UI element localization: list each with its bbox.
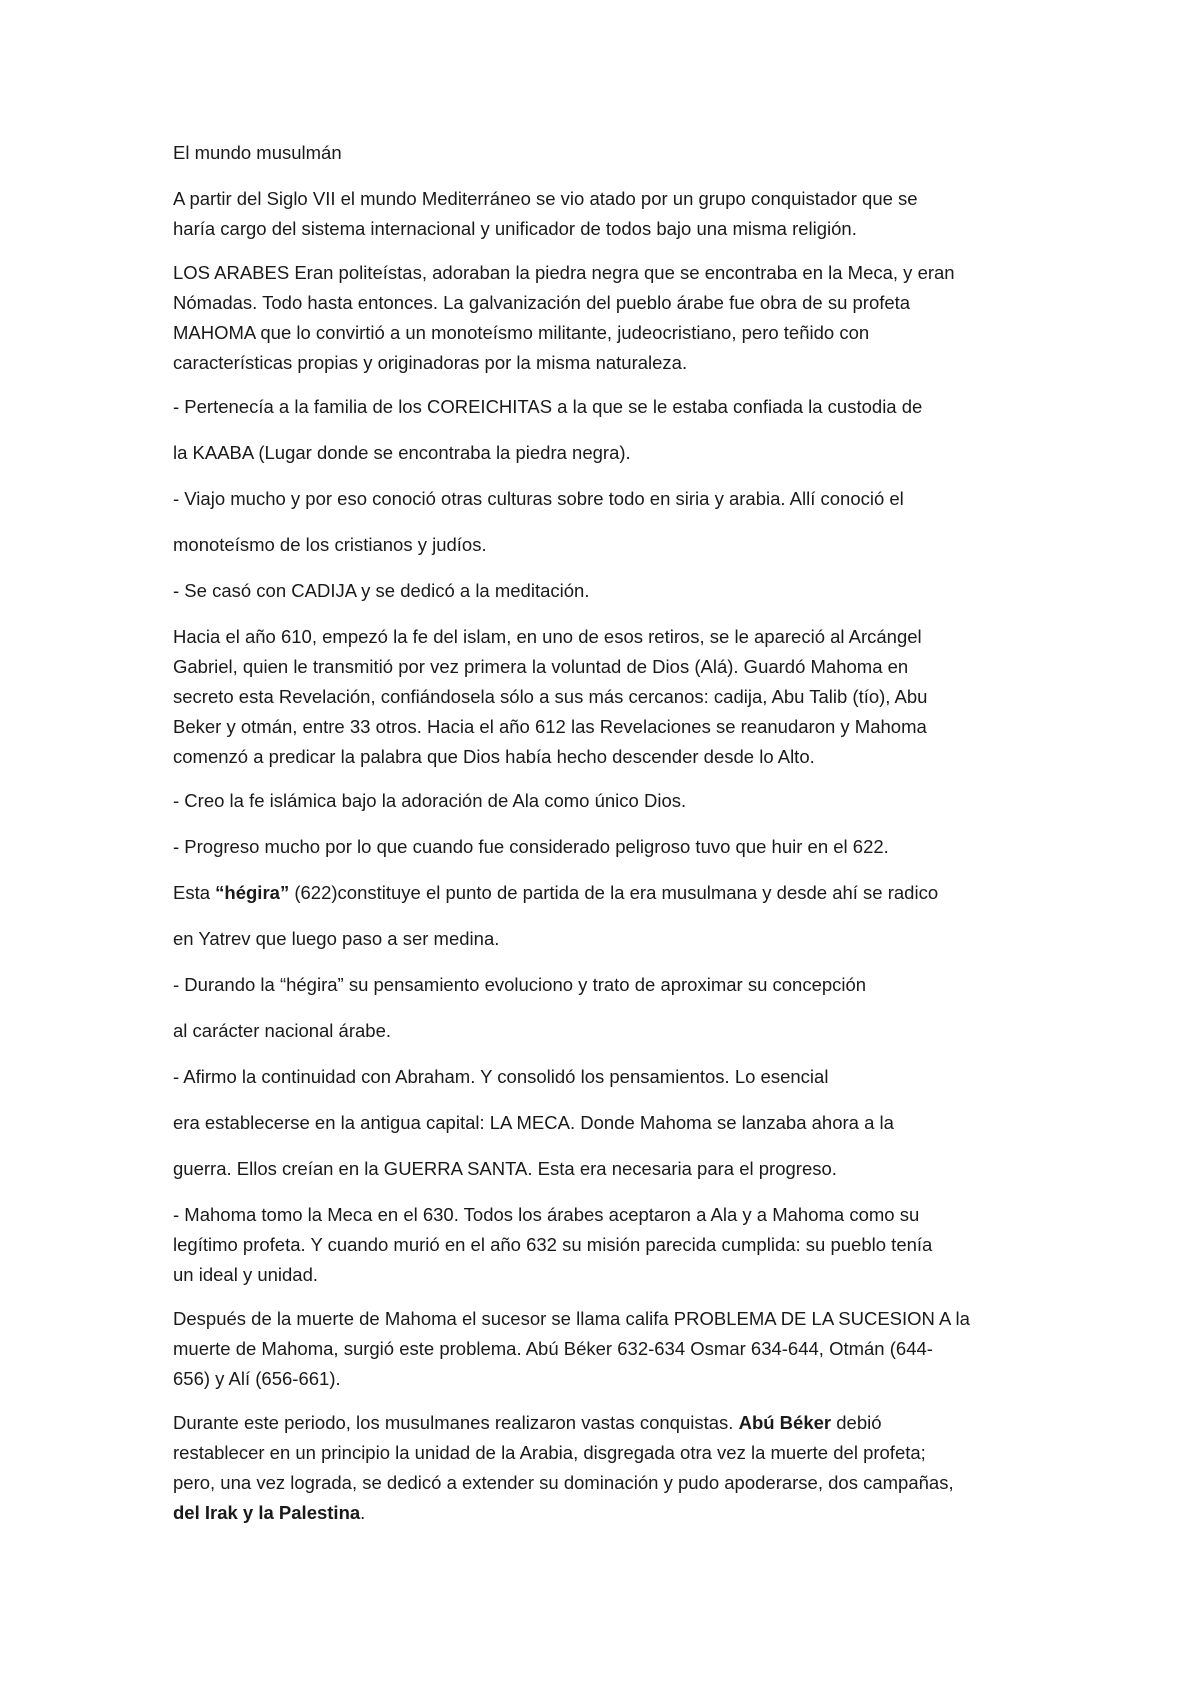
text-line: en Yatrev que luego paso a ser medina. bbox=[173, 928, 500, 949]
text-run: Esta bbox=[173, 882, 216, 903]
text-line: MAHOMA que lo convirtió a un monoteísmo militante, judeocristiano, pero teñido con bbox=[173, 322, 870, 343]
text-line: restablecer en un principio la unidad de la Arabia, disgregada otra vez la muerte del profeta; bbox=[173, 1442, 926, 1463]
text-line: - Pertenecía a la familia de los COREICHITAS a la que se le estaba confiada la custodia de bbox=[173, 396, 923, 417]
bold-text: del Irak y la Palestina bbox=[173, 1502, 361, 1523]
paragraph-los-arabes bbox=[173, 258, 1033, 378]
text-line bbox=[173, 1408, 1033, 1438]
text-line: Hacia el año 610, empezó la fe del islam, en uno de esos retiros, se le apareció al Arcángel bbox=[173, 626, 922, 647]
text-line: - Viajo mucho y por eso conoció otras culturas sobre todo en siria y arabia. Allí conoció el bbox=[173, 488, 904, 509]
text-line: pero, una vez lograda, se dedicó a extender su dominación y pudo apoderarse, dos campañas, bbox=[173, 1472, 954, 1493]
text-line: era establecerse en la antigua capital: LA MECA. Donde Mahoma se lanzaba ahora a la bbox=[173, 1112, 894, 1133]
text-line: Nómadas. Todo hasta entonces. La galvanización del pueblo árabe fue obra de su profeta bbox=[173, 292, 911, 313]
text-line bbox=[173, 1498, 1033, 1528]
text-run: (622)constituye el punto de partida de la era musulmana y desde ahí se radico bbox=[289, 882, 939, 903]
text-line-hegira bbox=[173, 878, 1033, 908]
text-line: al carácter nacional árabe. bbox=[173, 1020, 392, 1041]
text-line: Beker y otmán, entre 33 otros. Hacia el año 612 las Revelaciones se reanudaron y Mahoma bbox=[173, 716, 927, 737]
text-line: comenzó a predicar la palabra que Dios había hecho descender desde lo Alto. bbox=[173, 746, 815, 767]
text-line: la KAABA (Lugar donde se encontraba la piedra negra). bbox=[173, 442, 631, 463]
text-line: - Mahoma tomo la Meca en el 630. Todos los árabes aceptaron a Ala y a Mahoma como su bbox=[173, 1204, 920, 1225]
text-run: . bbox=[360, 1502, 366, 1523]
text-run: debió bbox=[831, 1412, 882, 1433]
bold-text: Abú Béker bbox=[738, 1412, 832, 1433]
text-line: - Creo la fe islámica bajo la adoración de Ala como único Dios. bbox=[173, 790, 687, 811]
text-line: Después de la muerte de Mahoma el sucesor se llama califa PROBLEMA DE LA SUCESION A la bbox=[173, 1308, 970, 1329]
text-line: - Durando la “hégira” su pensamiento evoluciono y trato de aproximar su concepción bbox=[173, 974, 867, 995]
document-title: El mundo musulmán bbox=[173, 142, 342, 163]
text-line: - Se casó con CADIJA y se dedicó a la meditación. bbox=[173, 580, 590, 601]
text-line: características propias y originadoras por la misma naturaleza. bbox=[173, 352, 688, 373]
text-line: 656) y Alí (656-661). bbox=[173, 1368, 341, 1389]
text-line: haría cargo del sistema internacional y unificador de todos bajo una misma religión. bbox=[173, 218, 857, 239]
paragraph-conquistas bbox=[173, 1408, 1033, 1528]
text-line: guerra. Ellos creían en la GUERRA SANTA. Esta era necesaria para el progreso. bbox=[173, 1158, 837, 1179]
text-run: Durante este periodo, los musulmanes realizaron vastas conquistas. bbox=[173, 1412, 739, 1433]
text-line: muerte de Mahoma, surgió este problema. Abú Béker 632-634 Osmar 634-644, Otmán (644- bbox=[173, 1338, 933, 1359]
text-line: LOS ARABES Eran politeístas, adoraban la piedra negra que se encontraba en la Meca, y eran bbox=[173, 262, 955, 283]
paragraph-revelacion bbox=[173, 622, 1033, 772]
bold-text: “hégira” bbox=[215, 882, 290, 903]
document-page bbox=[173, 138, 1033, 1542]
paragraph-sucesion bbox=[173, 1304, 1033, 1394]
text-line: monoteísmo de los cristianos y judíos. bbox=[173, 534, 487, 555]
paragraph-meca bbox=[173, 1200, 1033, 1290]
text-line: - Progreso mucho por lo que cuando fue considerado peligroso tuvo que huir en el 622. bbox=[173, 836, 889, 857]
paragraph-intro bbox=[173, 184, 1033, 244]
text-line: un ideal y unidad. bbox=[173, 1264, 319, 1285]
text-line: A partir del Siglo VII el mundo Mediterráneo se vio atado por un grupo conquistador que se bbox=[173, 188, 918, 209]
text-line: secreto esta Revelación, confiándosela sólo a sus más cercanos: cadija, Abu Talib (tío), Abu bbox=[173, 686, 928, 707]
text-line: Gabriel, quien le transmitió por vez primera la voluntad de Dios (Alá). Guardó Mahoma en bbox=[173, 656, 909, 677]
text-line: - Afirmo la continuidad con Abraham. Y consolidó los pensamientos. Lo esencial bbox=[173, 1066, 829, 1087]
text-line: legítimo profeta. Y cuando murió en el año 632 su misión parecida cumplida: su pueblo tenía bbox=[173, 1234, 933, 1255]
